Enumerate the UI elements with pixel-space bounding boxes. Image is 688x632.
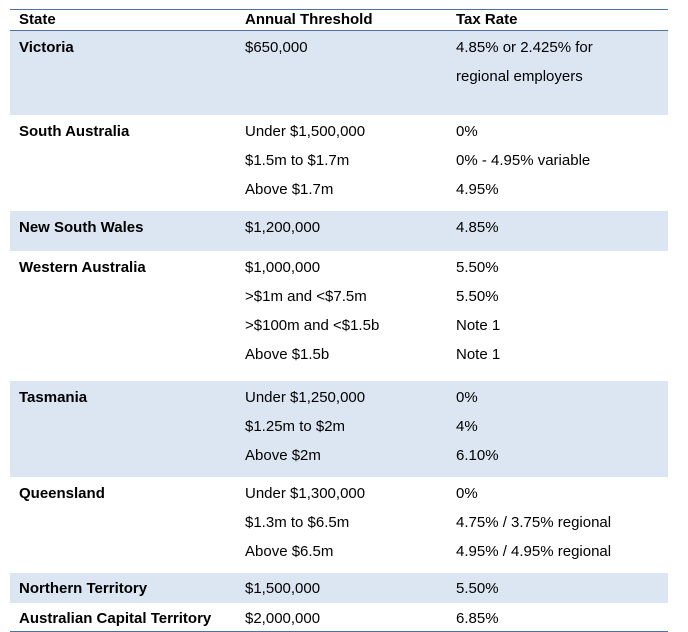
- header-annual-threshold: Annual Threshold: [245, 11, 373, 28]
- rate-value: Note 1: [456, 317, 501, 334]
- header-state: State: [19, 11, 56, 28]
- table-row: [10, 573, 668, 603]
- threshold-cell: [245, 580, 456, 603]
- state-name: Northern Territory: [19, 580, 148, 597]
- rate-value: 4%: [456, 418, 478, 435]
- rate-cell: [456, 610, 668, 631]
- rate-value: 4.95% / 4.95% regional: [456, 543, 612, 560]
- rate-value: regional employers: [456, 68, 583, 85]
- threshold-cell: [245, 219, 456, 251]
- rate-value: Note 1: [456, 346, 501, 363]
- threshold-value: Above $2m: [245, 447, 321, 464]
- state-name: Queensland: [19, 485, 105, 502]
- state-name: Victoria: [19, 39, 74, 56]
- rate-cell: [456, 39, 668, 115]
- threshold-cell: [245, 610, 456, 631]
- rate-cell: [456, 485, 668, 573]
- threshold-value: >$100m and <$1.5b: [245, 317, 380, 334]
- state-name: Australian Capital Territory: [19, 610, 212, 627]
- rate-value: 0%: [456, 389, 478, 406]
- threshold-cell: [245, 123, 456, 211]
- table-row: [10, 31, 668, 115]
- rate-value: 0%: [456, 123, 478, 140]
- rate-value: 5.50%: [456, 580, 499, 597]
- threshold-value: $650,000: [245, 39, 308, 56]
- threshold-value: $1.5m to $1.7m: [245, 152, 350, 169]
- threshold-value: $1.25m to $2m: [245, 418, 346, 435]
- threshold-value: Above $1.5b: [245, 346, 330, 363]
- threshold-cell: [245, 485, 456, 573]
- rate-value: 4.85% or 2.425% for: [456, 39, 593, 56]
- rate-cell: [456, 389, 668, 477]
- threshold-value: Under $1,500,000: [245, 123, 366, 140]
- table-row: [10, 603, 668, 631]
- rate-cell: [456, 123, 668, 211]
- threshold-value: Under $1,250,000: [245, 389, 366, 406]
- rate-value: 5.50%: [456, 288, 499, 305]
- threshold-value: $1,000,000: [245, 259, 321, 276]
- rate-value: 6.10%: [456, 447, 499, 464]
- threshold-value: Above $1.7m: [245, 181, 334, 198]
- state-name: Western Australia: [19, 259, 146, 276]
- threshold-value: $1,200,000: [245, 219, 321, 236]
- table-row: [10, 211, 668, 251]
- rate-value: 5.50%: [456, 259, 499, 276]
- rate-value: 4.85%: [456, 219, 499, 236]
- header-tax-rate: Tax Rate: [456, 11, 518, 28]
- rate-value: 6.85%: [456, 610, 499, 627]
- table-row: [10, 115, 668, 211]
- state-name: Tasmania: [19, 389, 88, 406]
- state-name: South Australia: [19, 123, 130, 140]
- threshold-value: >$1m and <$7.5m: [245, 288, 367, 305]
- threshold-cell: [245, 39, 456, 115]
- rate-cell: [456, 219, 668, 251]
- payroll-tax-table: [10, 9, 668, 632]
- state-name: New South Wales: [19, 219, 144, 236]
- table-row: [10, 477, 668, 573]
- table-row: [10, 251, 668, 381]
- rate-value: 4.75% / 3.75% regional: [456, 514, 612, 531]
- threshold-value: $1,500,000: [245, 580, 321, 597]
- table-header: [10, 10, 668, 31]
- threshold-value: $2,000,000: [245, 610, 321, 627]
- rate-value: 4.95%: [456, 181, 499, 198]
- threshold-value: $1.3m to $6.5m: [245, 514, 350, 531]
- threshold-value: Under $1,300,000: [245, 485, 366, 502]
- table-row: [10, 381, 668, 477]
- threshold-cell: [245, 389, 456, 477]
- rate-value: 0% - 4.95% variable: [456, 152, 591, 169]
- rate-cell: [456, 580, 668, 603]
- threshold-value: Above $6.5m: [245, 543, 334, 560]
- rate-value: 0%: [456, 485, 478, 502]
- rate-cell: [456, 259, 668, 381]
- threshold-cell: [245, 259, 456, 381]
